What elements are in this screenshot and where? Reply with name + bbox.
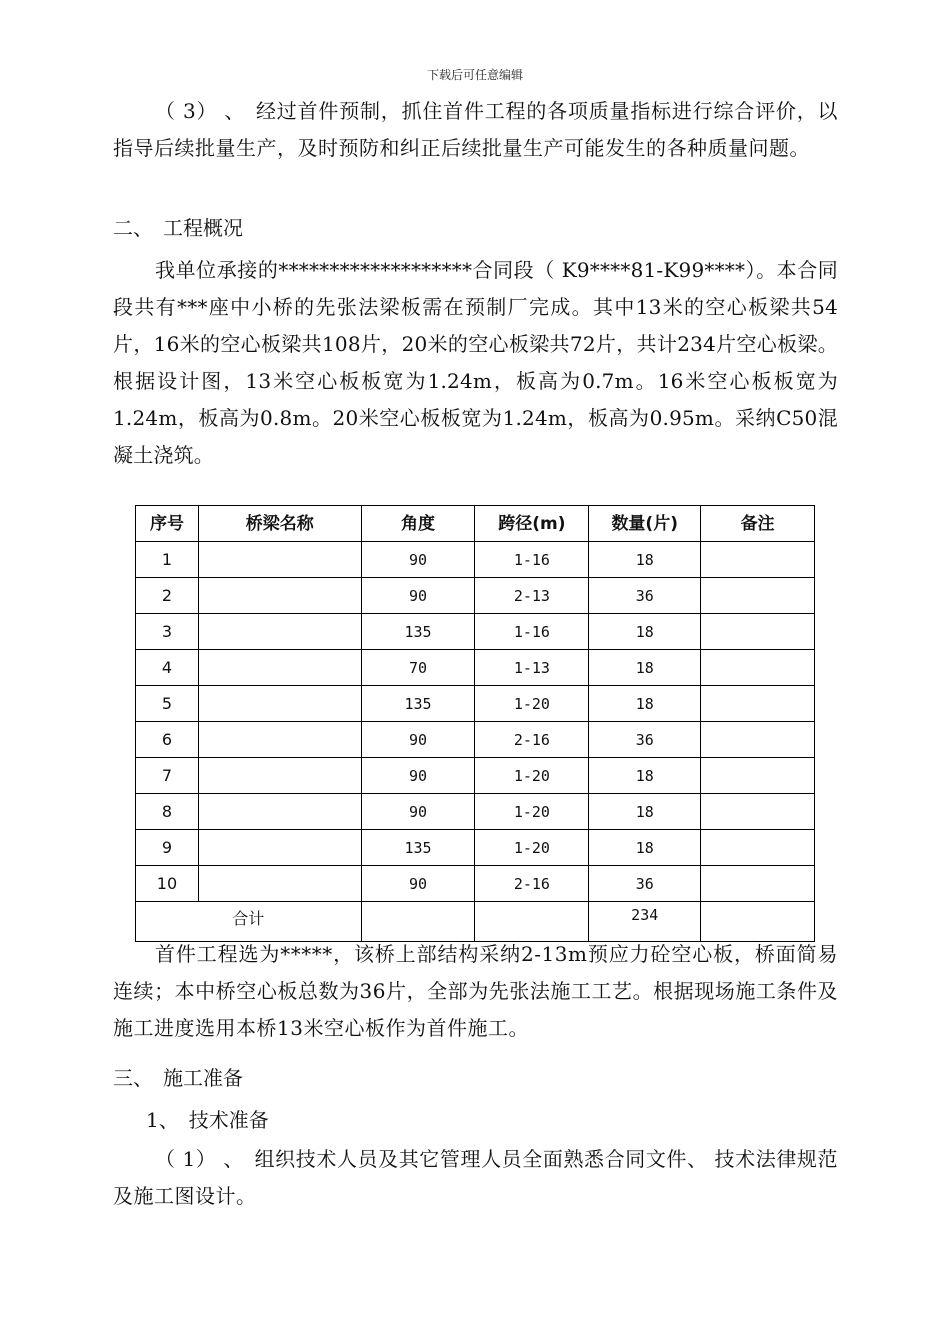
cell-remark	[701, 830, 815, 866]
cell-seq: 10	[136, 866, 199, 902]
table-row	[136, 578, 815, 614]
cell-bridge-name	[198, 578, 361, 614]
cell-remark	[701, 686, 815, 722]
cell-quantity: 18	[589, 650, 701, 686]
cell-angle: 90	[361, 794, 475, 830]
cell-bridge-name	[198, 830, 361, 866]
cell-seq: 5	[136, 686, 199, 722]
cell-quantity: 18	[589, 758, 701, 794]
cell-seq: 1	[136, 542, 199, 578]
cell-span: 1-16	[475, 542, 589, 578]
cell-span: 1-20	[475, 686, 589, 722]
table-row	[136, 794, 815, 830]
cell-bridge-name	[198, 722, 361, 758]
cell-angle: 90	[361, 542, 475, 578]
cell-bridge-name	[198, 614, 361, 650]
cell-angle: 90	[361, 758, 475, 794]
cell-bridge-name	[198, 650, 361, 686]
cell-bridge-name	[198, 866, 361, 902]
cell-angle: 135	[361, 686, 475, 722]
table-row	[136, 758, 815, 794]
cell-bridge-name	[198, 758, 361, 794]
paragraph-item-3: （ 3） 、 经过首件预制，抓住首件工程的各项质量指标进行综合评价，以指导后续批量生产，及时预防和纠正后续批量生产可能发生的各种质量问题。	[113, 99, 838, 160]
cell-remark	[701, 794, 815, 830]
table-row	[136, 830, 815, 866]
table-row	[136, 650, 815, 686]
cell-quantity: 18	[589, 830, 701, 866]
cell-seq: 8	[136, 794, 199, 830]
cell-quantity: 18	[589, 614, 701, 650]
cell-quantity: 18	[589, 794, 701, 830]
paragraph-item-1: （ 1） 、 组织技术人员及其它管理人员全面熟悉合同文件、 技术法律规范及施工图设计。	[113, 1147, 838, 1208]
header-seq: 序号	[136, 506, 199, 542]
section-heading-overview: 二、 工程概况	[113, 216, 243, 240]
cell-bridge-name	[198, 542, 361, 578]
cell-quantity: 36	[589, 866, 701, 902]
cell-seq: 9	[136, 830, 199, 866]
cell-seq: 4	[136, 650, 199, 686]
cell-remark	[701, 650, 815, 686]
cell-seq: 7	[136, 758, 199, 794]
cell-angle: 90	[361, 578, 475, 614]
page-header-note: 下载后可任意编辑	[426, 68, 523, 82]
header-span: 跨径(m)	[475, 506, 589, 542]
cell-remark	[701, 758, 815, 794]
cell-remark	[701, 542, 815, 578]
cell-angle: 70	[361, 650, 475, 686]
cell-seq: 3	[136, 614, 199, 650]
paragraph-first-project: 首件工程选为*****，该桥上部结构采纳2-13m预应力砼空心板，桥面简易连续；本中桥空心板总数为36片，全部为先张法施工工艺。根据现场施工条件及施工进度选用本桥13米空心板作为首件施工。	[113, 942, 838, 1040]
subheading-technical-preparation: 1、 技术准备	[146, 1108, 269, 1132]
cell-remark	[701, 614, 815, 650]
cell-seq: 2	[136, 578, 199, 614]
cell-quantity: 36	[589, 578, 701, 614]
section-heading-preparation: 三、 施工准备	[113, 1066, 243, 1090]
cell-quantity: 18	[589, 686, 701, 722]
cell-span: 1-20	[475, 830, 589, 866]
paragraph-overview: 我单位承接的*******************合同段（ K9****81-K99****）。本合同段共有***座中小桥的先张法梁板需在预制厂完成。其中13米的空心板梁共54片，16米的空心板梁共108片，20米的空心板梁共72片，共计234片空心板梁。根据设计图，13米空心板板宽为1.24m，板高为0.7m。16米空心板板宽为1.24m，板高为0.8m。20米空心板板宽为1.24m，板高为0.95m。采纳C50混凝土浇筑。	[113, 258, 838, 467]
cell-span: 1-16	[475, 614, 589, 650]
cell-span: 2-16	[475, 722, 589, 758]
table-row	[136, 866, 815, 902]
cell-total-label: 合计	[136, 902, 362, 942]
cell-quantity: 36	[589, 722, 701, 758]
cell-angle: 135	[361, 614, 475, 650]
header-remark: 备注	[701, 506, 815, 542]
table-row	[136, 614, 815, 650]
header-angle: 角度	[361, 506, 475, 542]
header-bridge-name: 桥梁名称	[198, 506, 361, 542]
header-quantity: 数量(片)	[589, 506, 701, 542]
bridge-table	[135, 505, 815, 942]
cell-angle: 90	[361, 866, 475, 902]
table-header-row	[136, 506, 815, 542]
cell-quantity: 18	[589, 542, 701, 578]
cell-total-quantity: 234	[589, 902, 701, 942]
cell-span: 2-16	[475, 866, 589, 902]
cell-remark	[701, 866, 815, 902]
cell-angle: 90	[361, 722, 475, 758]
cell-span: 1-13	[475, 650, 589, 686]
cell-remark	[701, 722, 815, 758]
cell-span: 1-20	[475, 794, 589, 830]
cell-span: 1-20	[475, 758, 589, 794]
cell-angle: 135	[361, 830, 475, 866]
cell-remark	[701, 578, 815, 614]
table-row	[136, 722, 815, 758]
table-row	[136, 542, 815, 578]
cell-seq: 6	[136, 722, 199, 758]
table-row	[136, 686, 815, 722]
cell-span: 2-13	[475, 578, 589, 614]
cell-bridge-name	[198, 686, 361, 722]
cell-bridge-name	[198, 794, 361, 830]
